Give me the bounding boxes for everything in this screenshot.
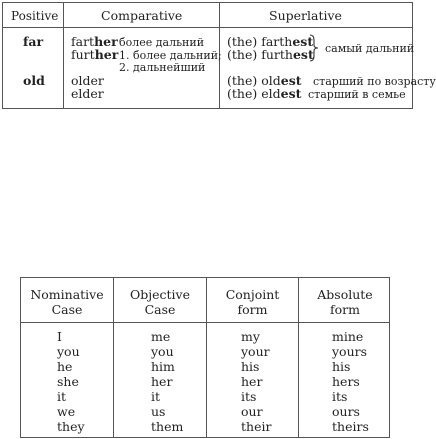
comparison-degrees-table <box>2 2 436 109</box>
column-divider <box>63 3 64 108</box>
positive-old: old <box>23 73 45 88</box>
gloss-oldest: старший по возрасту <box>313 75 436 88</box>
comparative-elder: elder <box>71 86 104 101</box>
header-divider <box>3 27 412 28</box>
header-nominative-case: Nominative Case <box>30 287 104 317</box>
header-superlative: Superlative <box>269 8 342 23</box>
gloss-eldest: старший в семье <box>308 88 406 101</box>
positive-far: far <box>23 34 44 49</box>
nominative-column: I you he she it we they <box>57 329 85 434</box>
header-conjoint-form: Conjoint form <box>225 287 280 317</box>
header-positive: Positive <box>11 9 59 23</box>
superlative-farthest: (the) farthest <box>227 34 314 49</box>
gloss-further-1: 1. более дальний; <box>119 49 222 62</box>
comparative-older: older <box>71 73 104 88</box>
comparative-farther: farther <box>71 34 118 49</box>
superlative-eldest: (the) eldest <box>227 86 302 101</box>
gloss-farther: более дальний <box>119 36 205 49</box>
absolute-column: mine yours his hers its ours theirs <box>332 329 369 434</box>
header-objective-case: Objective Case <box>129 287 190 317</box>
header-comparative: Comparative <box>101 8 183 23</box>
curly-brace-icon <box>308 33 320 63</box>
pronoun-cases-table <box>20 277 390 438</box>
superlative-oldest: (the) oldest <box>227 73 302 88</box>
header-divider <box>21 322 389 323</box>
gloss-further-2: 2. дальнейший <box>119 61 206 74</box>
superlative-furthest: (the) furthest <box>227 47 314 62</box>
gloss-farthest: самый дальний <box>325 42 415 55</box>
objective-column: me you him her it us them <box>151 329 184 434</box>
conjoint-column: my your his her its our their <box>241 329 272 434</box>
header-absolute-form: Absolute form <box>317 287 373 317</box>
comparative-further: further <box>71 47 119 62</box>
